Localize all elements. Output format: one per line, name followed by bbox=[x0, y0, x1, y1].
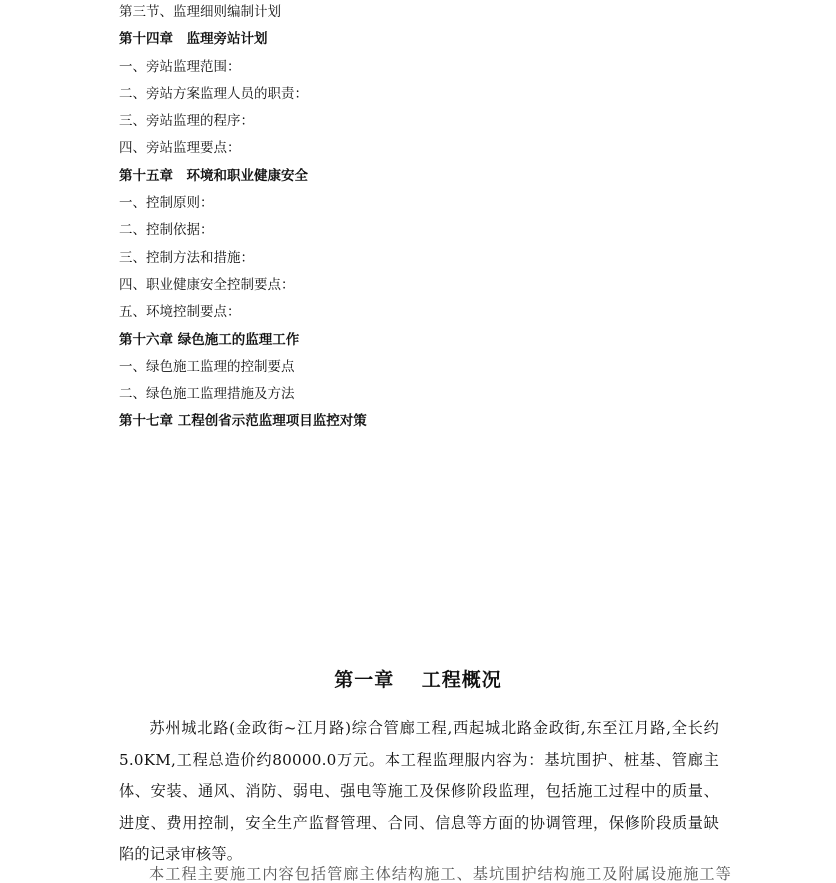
toc-entry: 四、旁站监理要点： bbox=[119, 140, 241, 157]
toc-chapter-heading: 第十六章 绿色施工的监理工作 bbox=[119, 331, 300, 348]
chapter-title: 第一章 工程概况 bbox=[334, 669, 502, 691]
toc-entry: 四、职业健康安全控制要点： bbox=[119, 276, 295, 293]
toc-entry: 一、绿色施工监理的控制要点 bbox=[119, 358, 295, 375]
partially-visible-line bbox=[119, 865, 732, 883]
toc-entry: 二、旁站方案监理人员的职责： bbox=[119, 85, 308, 102]
toc-chapter-heading: 第十四章 监理旁站计划 bbox=[119, 31, 268, 48]
partial-line-text: 本工程主要施工内容包括管廊主体结构施工、基坑围护结构施工及附属设施施工等 bbox=[149, 865, 732, 883]
toc-chapter-heading: 第十五章 环境和职业健康安全 bbox=[119, 167, 308, 184]
chapter-body-paragraph: 苏州城北路(金政街~江月路)综合管廊工程,西起城北路金政街,东至江月路,全长约5.0KM,工程总造价约80000.0万元。本工程监理服内容为：基坑围护、桩基、管廊主体、安装、通风、消防、弱电、强电等施工及保修阶段监理，包括施工过程中的质量、进度、费用控制，安全生产监督管理、合同、信息等方面的协调管理，保修阶段质量缺陷的记录审核等。 bbox=[119, 719, 719, 863]
toc-entry: 三、旁站监理的程序： bbox=[119, 113, 254, 130]
toc-entry: 二、绿色施工监理措施及方法 bbox=[119, 386, 295, 403]
toc-chapter-heading: 第十七章 工程创省示范监理项目监控对策 bbox=[119, 413, 367, 430]
table-of-contents bbox=[119, 0, 719, 436]
toc-entry: 第三节、监理细则编制计划 bbox=[119, 4, 281, 20]
toc-entry: 二、控制依据： bbox=[119, 222, 214, 239]
toc-entry: 三、控制方法和措施： bbox=[119, 249, 254, 266]
toc-entry: 一、旁站监理范围： bbox=[119, 58, 241, 75]
toc-entry: 五、环境控制要点： bbox=[119, 304, 241, 321]
toc-entry: 一、控制原则： bbox=[119, 195, 214, 212]
